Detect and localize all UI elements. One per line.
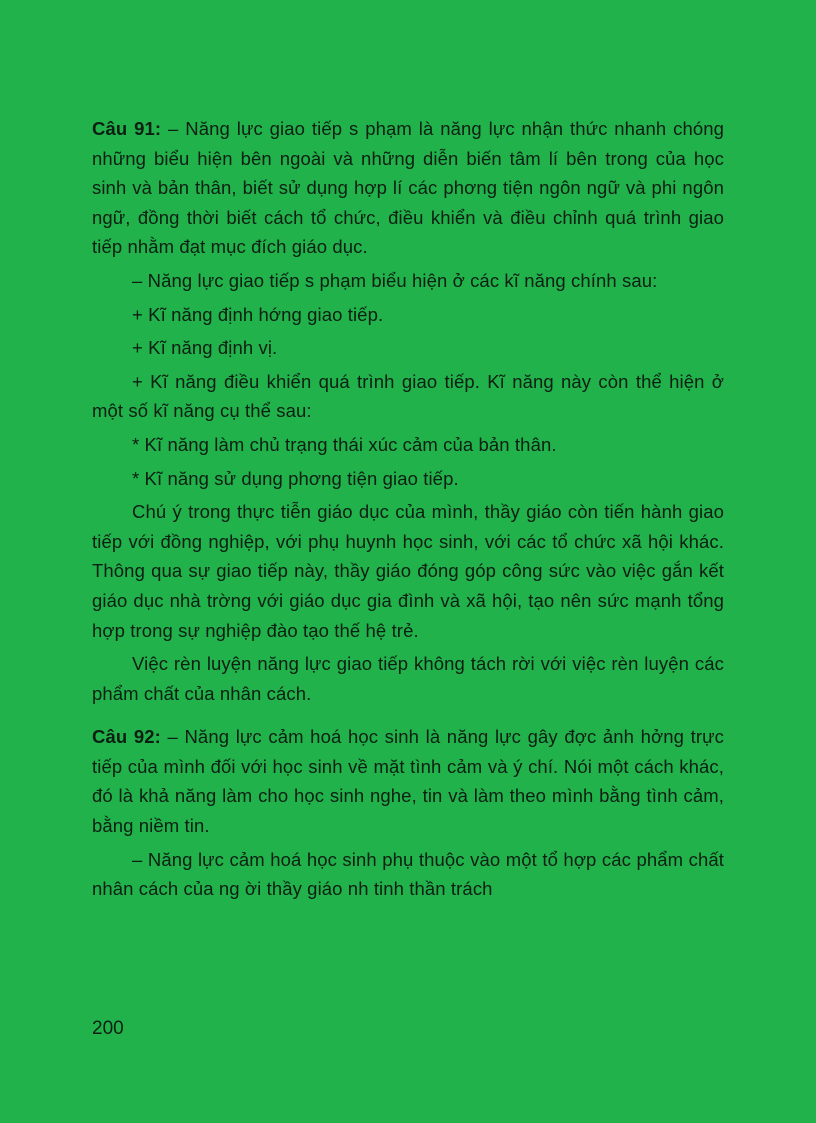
q91-skill-orientation: + Kĩ năng định hớng giao tiếp. <box>132 303 384 325</box>
q91-label: Câu 91: <box>92 118 162 139</box>
page-content <box>92 114 724 904</box>
q91-paragraph-2: – Năng lực giao tiếp s phạm biểu hiện ở các kĩ năng chính sau: <box>132 269 658 291</box>
q91-subskill-means: * Kĩ năng sử dụng phơng tiện giao tiếp. <box>132 467 459 489</box>
q91-skill-positioning: + Kĩ năng định vị. <box>132 337 278 359</box>
q91-paragraph-4: Việc rèn luyện năng lực giao tiếp không tách rời với việc rèn luyện các phẩm chất của nhân cách. <box>92 653 724 704</box>
q92-text-1: – Năng lực cảm hoá học sinh là năng lực gây đợc ảnh hởng trực tiếp của mình đối với học sinh về mặt tình cảm và ý chí. Nói một cách khác, đó là khả năng làm cho học sinh nghe, tin và làm theo mình bằng tình cảm, bằng niềm tin. <box>92 726 724 837</box>
q91-skill-control: + Kĩ năng điều khiển quá trình giao tiếp. Kĩ năng này còn thể hiện ở một số kĩ năng cụ thể sau: <box>92 370 724 422</box>
q91-subskill-emotion: * Kĩ năng làm chủ trạng thái xúc cảm của bản thân. <box>132 433 557 455</box>
q92-paragraph-2: – Năng lực cảm hoá học sinh phụ thuộc vào một tổ hợp các phẩm chất nhân cách của ng ời thầy giáo nh tinh thần trách <box>92 848 724 900</box>
q91-text-1: – Năng lực giao tiếp s phạm là năng lực nhận thức nhanh chóng những biểu hiện bên ngoài và những diễn biến tâm lí bên trong của học sinh và bản thân, biết sử dụng hợp lí các phơng tiện ngôn ngữ và phi ngôn ngữ, đồng thời biết cách tổ chức, điều khiển và điều chỉnh quá trình giao tiếp nhằm đạt mục đích giáo dục. <box>92 118 724 258</box>
q91-paragraph-3: Chú ý trong thực tiễn giáo dục của mình, thầy giáo còn tiến hành giao tiếp với đồng nghiệp, với phụ huynh học sinh, với các tổ chức xã hội khác. Thông qua sự giao tiếp này, thầy giáo đóng góp công sức vào việc gắn kết giáo dục nhà trờng với giáo dục gia đình và xã hội, tạo nên sức mạnh tổng hợp trong sự nghiệp đào tạo thế hệ trẻ. <box>92 501 724 641</box>
page-number: 200 <box>92 1018 124 1039</box>
q92-label: Câu 92: <box>92 726 161 748</box>
q91-paragraph-1 <box>92 114 724 262</box>
q92-paragraph-1 <box>92 722 724 840</box>
